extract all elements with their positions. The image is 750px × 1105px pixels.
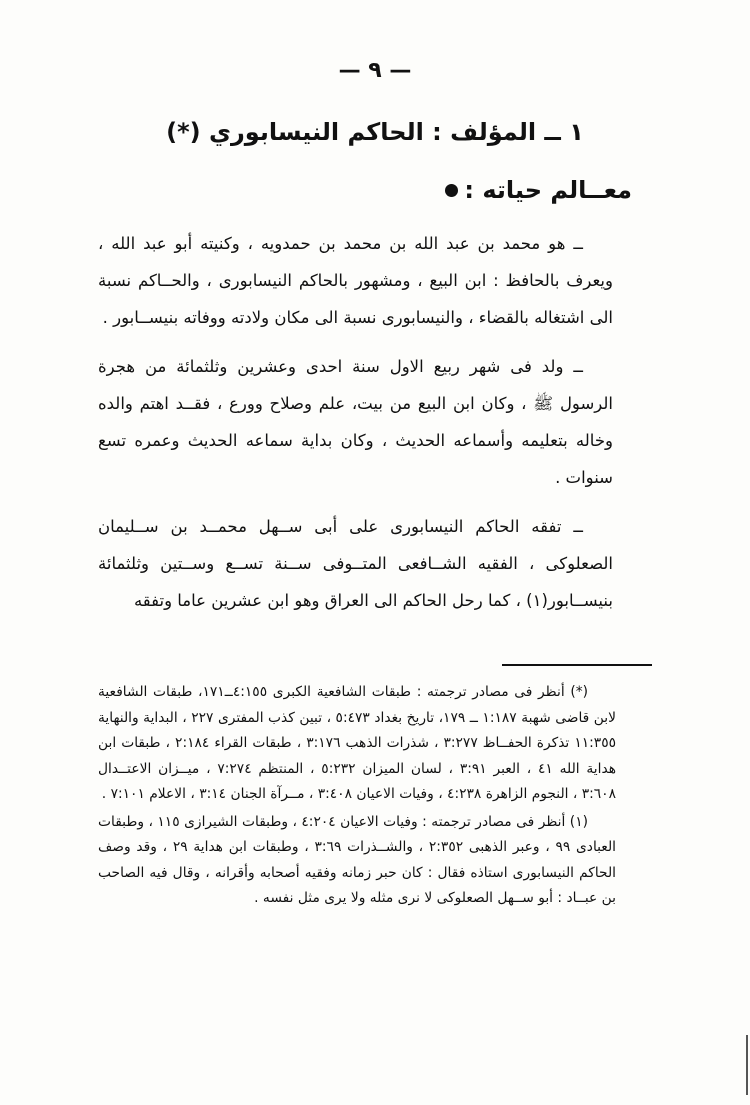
footnote: (١) أنظر فى مصادر ترجمته : وفيات الاعيان ٤:٢٠٤ ، وطبقات الشيرازى ١١٥ ، وطبقات العبادى ٩٩ ، وعبر الذهبى ٢:٣٥٢ ، والشــذرات ٣:٦٩ ، وطبقات ابن هداية ٢٩ ، وقد وصف الحاكم النيسابورى استاذه فقال : كان حبر زمانه وفقيه أصحابه وأقرانه ، وقال فيه الصاحب بن عبــاد : أبو ســهل الصعلوكى لا نرى مثله ولا يرى مثل نفسه . bbox=[98, 813, 616, 906]
section-heading bbox=[445, 176, 632, 204]
paragraph: ــ ولد فى شهر ربيع الاول سنة احدى وعشرين وثلثمائة من هجرة الرسول ﷺ ، وكان ابن البيع من بيت، علم وصلاح وورع ، فقــد اهتم والده وخاله بتعليمه وأسماعه الحديث ، وكان بداية سماعه الحديث وعمره تسع سنوات . bbox=[98, 357, 613, 487]
footnote-divider bbox=[502, 664, 652, 666]
chapter-title: ١ ــ المؤلف : الحاكم النيسابوري (*) bbox=[166, 118, 584, 146]
page-number: — ٩ — bbox=[338, 58, 412, 83]
scan-edge-mark bbox=[746, 1035, 748, 1095]
footnote: (*) أنظر فى مصادر ترجمته : طبقات الشافعية الكبرى ٤:١٥٥ــ١٧١، طبقات الشافعية لابن قاضى شهبة ١:١٨٧ ــ ١٧٩، تاريخ بغداد ٥:٤٧٣ ، تبين كذب المفترى ٢٢٧ ، البداية والنهاية ١١:٣٥٥ تذكرة الحفــاظ ٣:٢٧٧ ، شذرات الذهب ٣:١٧٦ ، طبقات القراء ٢:١٨٤ ، طبقات ابن هداية الله ٤١ ، العبر ٣:٩١ ، لسان الميزان ٥:٢٣٢ ، المنتظم ٧:٢٧٤ ، ميــزان الاعتــدال ٣:٦٠٨ ، النجوم الزاهرة ٤:٢٣٨ ، وفيات الاعيان ٣:٤٠٨ ، مــرآة الجنان ٣:١٤ ، الاعلام ٧:١٠١ . bbox=[98, 684, 617, 802]
bullet-icon bbox=[445, 184, 458, 197]
paragraph: ــ تفقه الحاكم النيسابورى على أبى ســهل محمــد بن ســليمان الصعلوكى ، الفقيه الشــافعى المتــوفى ســنة تســع وســتين وثلثمائة بنيســابور(١) ، كما رحل الحاكم الى العراق وهو ابن عشرين عاما وتفقه bbox=[98, 517, 613, 610]
body-text bbox=[98, 225, 613, 631]
paragraph: ــ هو محمد بن عبد الله بن محمد بن حمدويه ، وكنيته أبو عبد الله ، ويعرف بالحافظ : ابن البيع ، ومشهور بالحاكم النيسابورى ، والحــاكم نسبة الى اشتغاله بالقضاء ، والنيسابورى نسبة الى مكان ولادته ووفاته بنيســابور . bbox=[98, 234, 613, 327]
section-heading-text: معــالم حياته : bbox=[464, 176, 632, 204]
footnotes bbox=[98, 680, 616, 914]
